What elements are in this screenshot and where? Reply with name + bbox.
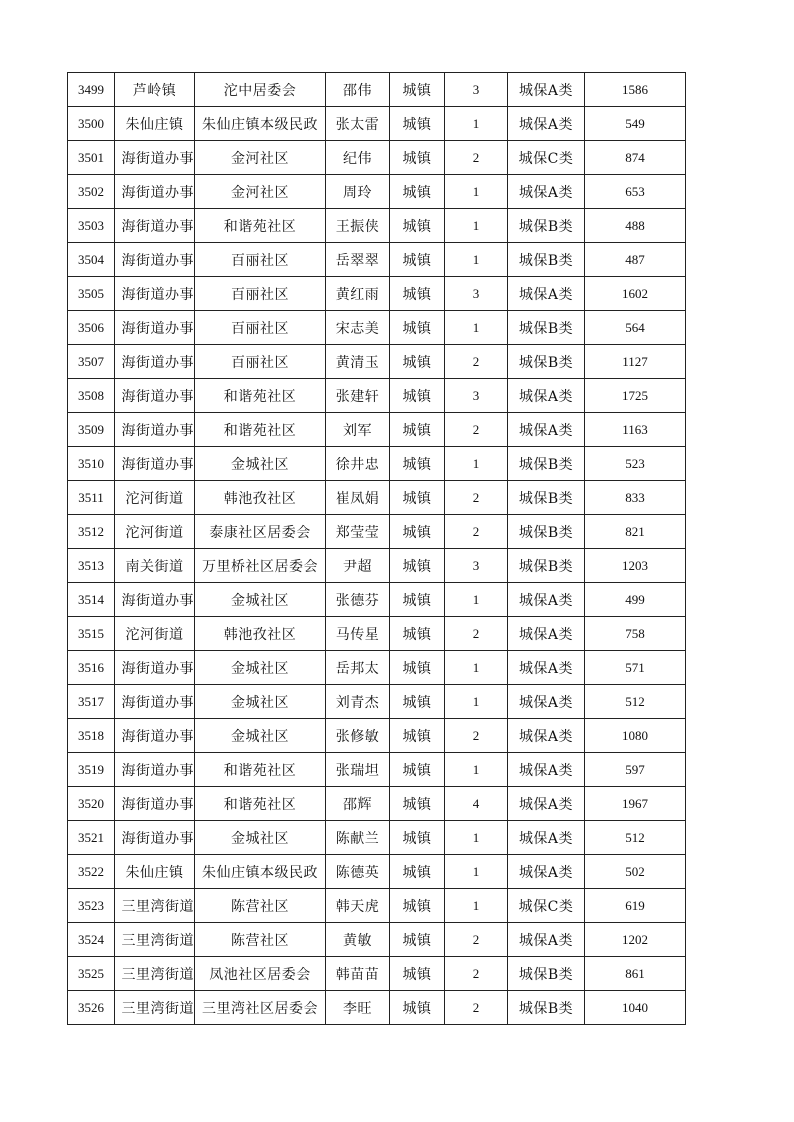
town-cell: 海街道办事: [115, 345, 195, 379]
household-count-cell: 2: [445, 515, 508, 549]
insurance-type-cell: 城保A类: [508, 787, 585, 821]
name-cell: 张太雷: [326, 107, 390, 141]
household-count-cell: 2: [445, 345, 508, 379]
name-cell: 陈献兰: [326, 821, 390, 855]
table-row: [68, 753, 686, 787]
row-id-cell: 3511: [68, 481, 115, 515]
insurance-type-cell: 城保A类: [508, 821, 585, 855]
table-row: [68, 243, 686, 277]
household-count-cell: 1: [445, 447, 508, 481]
town-cell: 沱河街道: [115, 515, 195, 549]
table-row: [68, 991, 686, 1025]
town-cell: 海街道办事: [115, 141, 195, 175]
town-cell: 海街道办事: [115, 651, 195, 685]
name-cell: 崔凤娟: [326, 481, 390, 515]
table-row: [68, 787, 686, 821]
town-cell: 海街道办事: [115, 719, 195, 753]
table-row: [68, 923, 686, 957]
household-count-cell: 3: [445, 277, 508, 311]
town-cell: 海街道办事: [115, 787, 195, 821]
row-id-cell: 3516: [68, 651, 115, 685]
row-id-cell: 3522: [68, 855, 115, 889]
town-cell: 海街道办事: [115, 447, 195, 481]
row-id-cell: 3500: [68, 107, 115, 141]
town-cell: 沱河街道: [115, 481, 195, 515]
row-id-cell: 3499: [68, 73, 115, 107]
row-id-cell: 3504: [68, 243, 115, 277]
community-cell: 和谐苑社区: [195, 379, 326, 413]
area-cell: 城镇: [390, 821, 445, 855]
household-count-cell: 1: [445, 753, 508, 787]
insurance-type-cell: 城保A类: [508, 617, 585, 651]
town-cell: 沱河街道: [115, 617, 195, 651]
name-cell: 张修敏: [326, 719, 390, 753]
town-cell: 海街道办事: [115, 277, 195, 311]
row-id-cell: 3502: [68, 175, 115, 209]
row-id-cell: 3523: [68, 889, 115, 923]
insurance-type-cell: 城保C类: [508, 141, 585, 175]
insurance-type-cell: 城保B类: [508, 209, 585, 243]
amount-cell: 523: [585, 447, 686, 481]
household-count-cell: 1: [445, 685, 508, 719]
amount-cell: 1080: [585, 719, 686, 753]
insurance-type-cell: 城保A类: [508, 685, 585, 719]
town-cell: 朱仙庄镇: [115, 855, 195, 889]
area-cell: 城镇: [390, 855, 445, 889]
community-cell: 百丽社区: [195, 345, 326, 379]
name-cell: 刘军: [326, 413, 390, 447]
table-row: [68, 583, 686, 617]
table-row: [68, 413, 686, 447]
area-cell: 城镇: [390, 991, 445, 1025]
table-row: [68, 481, 686, 515]
table-row: [68, 447, 686, 481]
table-row: [68, 515, 686, 549]
household-count-cell: 1: [445, 651, 508, 685]
table-row: [68, 957, 686, 991]
household-count-cell: 1: [445, 107, 508, 141]
amount-cell: 653: [585, 175, 686, 209]
amount-cell: 1163: [585, 413, 686, 447]
town-cell: 海街道办事: [115, 175, 195, 209]
area-cell: 城镇: [390, 413, 445, 447]
amount-cell: 512: [585, 685, 686, 719]
amount-cell: 564: [585, 311, 686, 345]
town-cell: 南关街道: [115, 549, 195, 583]
town-cell: 海街道办事: [115, 379, 195, 413]
community-cell: 万里桥社区居委会: [195, 549, 326, 583]
community-cell: 金城社区: [195, 719, 326, 753]
community-cell: 百丽社区: [195, 243, 326, 277]
table-row: [68, 549, 686, 583]
insurance-type-cell: 城保B类: [508, 549, 585, 583]
community-cell: 韩池孜社区: [195, 481, 326, 515]
area-cell: 城镇: [390, 243, 445, 277]
amount-cell: 1725: [585, 379, 686, 413]
insurance-type-cell: 城保B类: [508, 957, 585, 991]
name-cell: 张德芬: [326, 583, 390, 617]
amount-cell: 597: [585, 753, 686, 787]
area-cell: 城镇: [390, 277, 445, 311]
town-cell: 海街道办事: [115, 413, 195, 447]
name-cell: 张瑞坦: [326, 753, 390, 787]
household-count-cell: 2: [445, 413, 508, 447]
name-cell: 纪伟: [326, 141, 390, 175]
household-count-cell: 2: [445, 141, 508, 175]
table-row: [68, 719, 686, 753]
area-cell: 城镇: [390, 787, 445, 821]
town-cell: 朱仙庄镇: [115, 107, 195, 141]
household-count-cell: 2: [445, 991, 508, 1025]
area-cell: 城镇: [390, 175, 445, 209]
insurance-type-cell: 城保B类: [508, 515, 585, 549]
household-count-cell: 1: [445, 311, 508, 345]
table-row: [68, 311, 686, 345]
community-cell: 和谐苑社区: [195, 753, 326, 787]
name-cell: 周玲: [326, 175, 390, 209]
insurance-type-cell: 城保A类: [508, 277, 585, 311]
area-cell: 城镇: [390, 719, 445, 753]
community-cell: 金河社区: [195, 141, 326, 175]
area-cell: 城镇: [390, 651, 445, 685]
community-cell: 金城社区: [195, 685, 326, 719]
household-count-cell: 3: [445, 549, 508, 583]
town-cell: 三里湾街道: [115, 923, 195, 957]
insurance-type-cell: 城保C类: [508, 889, 585, 923]
town-cell: 三里湾街道: [115, 957, 195, 991]
amount-cell: 1967: [585, 787, 686, 821]
community-cell: 金城社区: [195, 821, 326, 855]
name-cell: 张建轩: [326, 379, 390, 413]
town-cell: 海街道办事: [115, 209, 195, 243]
name-cell: 黄敏: [326, 923, 390, 957]
amount-cell: 1203: [585, 549, 686, 583]
name-cell: 韩苗苗: [326, 957, 390, 991]
name-cell: 陈德英: [326, 855, 390, 889]
table-row: [68, 889, 686, 923]
table-row: [68, 821, 686, 855]
insurance-type-cell: 城保B类: [508, 243, 585, 277]
area-cell: 城镇: [390, 311, 445, 345]
name-cell: 岳邦太: [326, 651, 390, 685]
table-row: [68, 73, 686, 107]
amount-cell: 502: [585, 855, 686, 889]
amount-cell: 619: [585, 889, 686, 923]
town-cell: 海街道办事: [115, 685, 195, 719]
community-cell: 朱仙庄镇本级民政: [195, 107, 326, 141]
community-cell: 朱仙庄镇本级民政: [195, 855, 326, 889]
insurance-type-cell: 城保A类: [508, 923, 585, 957]
name-cell: 韩天虎: [326, 889, 390, 923]
household-count-cell: 2: [445, 923, 508, 957]
amount-cell: 758: [585, 617, 686, 651]
town-cell: 海街道办事: [115, 583, 195, 617]
area-cell: 城镇: [390, 107, 445, 141]
community-cell: 金河社区: [195, 175, 326, 209]
name-cell: 邵伟: [326, 73, 390, 107]
row-id-cell: 3506: [68, 311, 115, 345]
row-id-cell: 3510: [68, 447, 115, 481]
table-row: [68, 345, 686, 379]
name-cell: 马传星: [326, 617, 390, 651]
area-cell: 城镇: [390, 209, 445, 243]
community-cell: 三里湾社区居委会: [195, 991, 326, 1025]
area-cell: 城镇: [390, 617, 445, 651]
community-cell: 泰康社区居委会: [195, 515, 326, 549]
household-count-cell: 1: [445, 583, 508, 617]
household-count-cell: 3: [445, 379, 508, 413]
town-cell: 芦岭镇: [115, 73, 195, 107]
row-id-cell: 3509: [68, 413, 115, 447]
household-count-cell: 2: [445, 719, 508, 753]
insurance-type-cell: 城保A类: [508, 413, 585, 447]
insurance-type-cell: 城保A类: [508, 73, 585, 107]
amount-cell: 1602: [585, 277, 686, 311]
community-cell: 和谐苑社区: [195, 413, 326, 447]
row-id-cell: 3501: [68, 141, 115, 175]
town-cell: 三里湾街道: [115, 889, 195, 923]
amount-cell: 499: [585, 583, 686, 617]
area-cell: 城镇: [390, 379, 445, 413]
area-cell: 城镇: [390, 753, 445, 787]
community-cell: 沱中居委会: [195, 73, 326, 107]
amount-cell: 571: [585, 651, 686, 685]
insurance-type-cell: 城保A类: [508, 107, 585, 141]
name-cell: 岳翠翠: [326, 243, 390, 277]
name-cell: 黄清玉: [326, 345, 390, 379]
insurance-type-cell: 城保A类: [508, 651, 585, 685]
roster-table: [67, 72, 686, 1025]
amount-cell: 874: [585, 141, 686, 175]
insurance-type-cell: 城保A类: [508, 753, 585, 787]
row-id-cell: 3525: [68, 957, 115, 991]
community-cell: 陈营社区: [195, 923, 326, 957]
insurance-type-cell: 城保B类: [508, 991, 585, 1025]
row-id-cell: 3514: [68, 583, 115, 617]
table-row: [68, 855, 686, 889]
insurance-type-cell: 城保B类: [508, 481, 585, 515]
insurance-type-cell: 城保B类: [508, 345, 585, 379]
row-id-cell: 3512: [68, 515, 115, 549]
community-cell: 金城社区: [195, 583, 326, 617]
community-cell: 金城社区: [195, 447, 326, 481]
row-id-cell: 3515: [68, 617, 115, 651]
community-cell: 金城社区: [195, 651, 326, 685]
household-count-cell: 1: [445, 821, 508, 855]
amount-cell: 821: [585, 515, 686, 549]
community-cell: 和谐苑社区: [195, 787, 326, 821]
town-cell: 海街道办事: [115, 753, 195, 787]
name-cell: 刘青杰: [326, 685, 390, 719]
amount-cell: 1040: [585, 991, 686, 1025]
household-count-cell: 3: [445, 73, 508, 107]
household-count-cell: 1: [445, 243, 508, 277]
household-count-cell: 2: [445, 957, 508, 991]
row-id-cell: 3518: [68, 719, 115, 753]
amount-cell: 861: [585, 957, 686, 991]
community-cell: 百丽社区: [195, 311, 326, 345]
table-row: [68, 209, 686, 243]
name-cell: 徐井忠: [326, 447, 390, 481]
insurance-type-cell: 城保A类: [508, 719, 585, 753]
town-cell: 海街道办事: [115, 311, 195, 345]
household-count-cell: 1: [445, 209, 508, 243]
row-id-cell: 3505: [68, 277, 115, 311]
household-count-cell: 1: [445, 889, 508, 923]
amount-cell: 549: [585, 107, 686, 141]
amount-cell: 487: [585, 243, 686, 277]
household-count-cell: 1: [445, 175, 508, 209]
household-count-cell: 2: [445, 481, 508, 515]
table-row: [68, 685, 686, 719]
row-id-cell: 3508: [68, 379, 115, 413]
name-cell: 王振侠: [326, 209, 390, 243]
town-cell: 海街道办事: [115, 243, 195, 277]
area-cell: 城镇: [390, 345, 445, 379]
roster-body: [68, 73, 686, 1025]
amount-cell: 1127: [585, 345, 686, 379]
community-cell: 和谐苑社区: [195, 209, 326, 243]
table-row: [68, 651, 686, 685]
row-id-cell: 3519: [68, 753, 115, 787]
town-cell: 三里湾街道: [115, 991, 195, 1025]
insurance-type-cell: 城保A类: [508, 175, 585, 209]
community-cell: 陈营社区: [195, 889, 326, 923]
insurance-type-cell: 城保B类: [508, 311, 585, 345]
insurance-type-cell: 城保A类: [508, 855, 585, 889]
area-cell: 城镇: [390, 583, 445, 617]
row-id-cell: 3520: [68, 787, 115, 821]
area-cell: 城镇: [390, 889, 445, 923]
amount-cell: 833: [585, 481, 686, 515]
insurance-type-cell: 城保B类: [508, 447, 585, 481]
table-row: [68, 175, 686, 209]
insurance-type-cell: 城保A类: [508, 379, 585, 413]
area-cell: 城镇: [390, 685, 445, 719]
area-cell: 城镇: [390, 481, 445, 515]
household-count-cell: 4: [445, 787, 508, 821]
table-row: [68, 141, 686, 175]
community-cell: 百丽社区: [195, 277, 326, 311]
row-id-cell: 3513: [68, 549, 115, 583]
name-cell: 邵辉: [326, 787, 390, 821]
area-cell: 城镇: [390, 447, 445, 481]
name-cell: 尹超: [326, 549, 390, 583]
household-count-cell: 2: [445, 617, 508, 651]
area-cell: 城镇: [390, 141, 445, 175]
area-cell: 城镇: [390, 549, 445, 583]
row-id-cell: 3507: [68, 345, 115, 379]
row-id-cell: 3521: [68, 821, 115, 855]
row-id-cell: 3503: [68, 209, 115, 243]
row-id-cell: 3517: [68, 685, 115, 719]
community-cell: 韩池孜社区: [195, 617, 326, 651]
table-row: [68, 277, 686, 311]
row-id-cell: 3526: [68, 991, 115, 1025]
insurance-type-cell: 城保A类: [508, 583, 585, 617]
name-cell: 李旺: [326, 991, 390, 1025]
table-row: [68, 617, 686, 651]
community-cell: 凤池社区居委会: [195, 957, 326, 991]
area-cell: 城镇: [390, 923, 445, 957]
area-cell: 城镇: [390, 73, 445, 107]
name-cell: 黄红雨: [326, 277, 390, 311]
table-row: [68, 379, 686, 413]
amount-cell: 512: [585, 821, 686, 855]
row-id-cell: 3524: [68, 923, 115, 957]
table-row: [68, 107, 686, 141]
amount-cell: 1202: [585, 923, 686, 957]
town-cell: 海街道办事: [115, 821, 195, 855]
area-cell: 城镇: [390, 957, 445, 991]
name-cell: 宋志美: [326, 311, 390, 345]
name-cell: 郑莹莹: [326, 515, 390, 549]
area-cell: 城镇: [390, 515, 445, 549]
household-count-cell: 1: [445, 855, 508, 889]
amount-cell: 1586: [585, 73, 686, 107]
amount-cell: 488: [585, 209, 686, 243]
